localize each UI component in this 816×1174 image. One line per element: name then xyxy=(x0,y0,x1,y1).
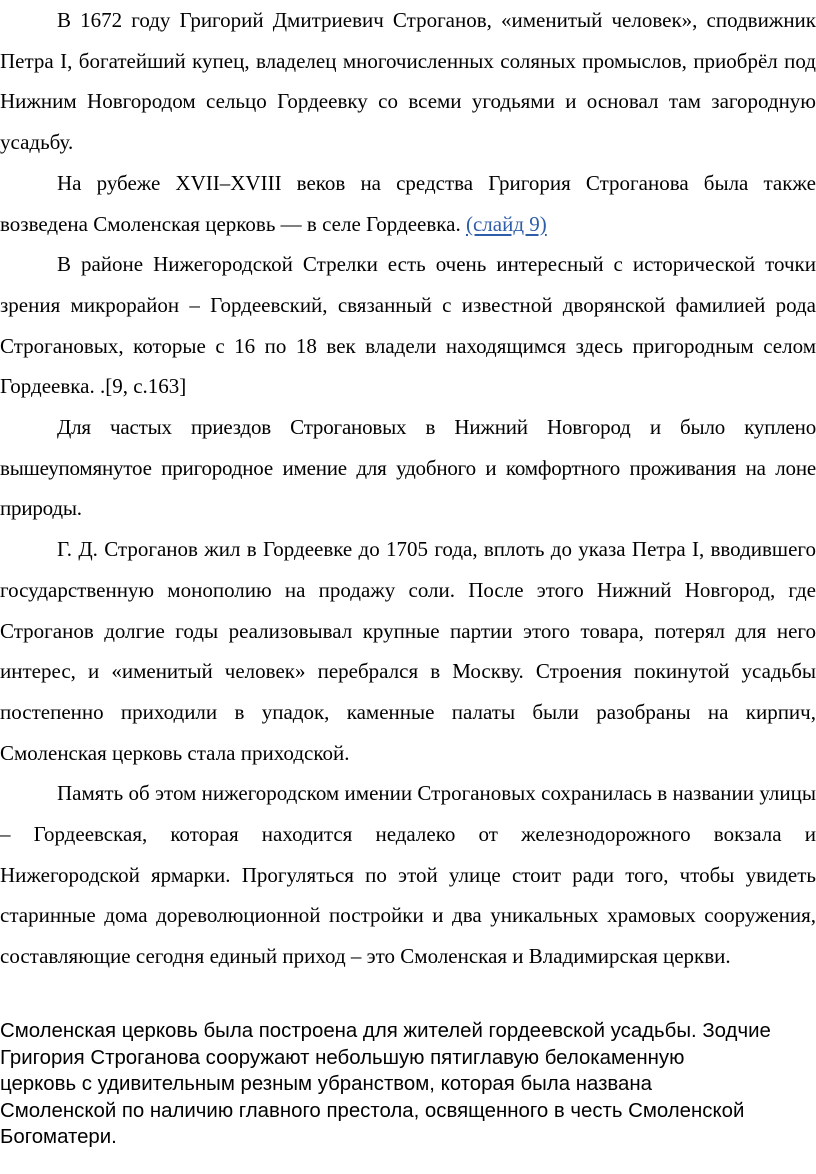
paragraph-4: Для частых приездов Строгановых в Нижний Новгород и было куплено вышеупомянутое пригородное имение для удобного и комфортного проживания на лоне природы. xyxy=(0,415,816,521)
footer-line-3: церковь с удивительным резным убранством, которая была названа xyxy=(0,1073,652,1096)
slide-link[interactable]: (слайд 9) xyxy=(465,211,547,236)
footer-line-5: Богоматери. xyxy=(0,1126,117,1149)
paragraph-1: В 1672 году Григорий Дмитриевич Строганов, «именитый человек», сподвижник Петра I, богатейший купец, владелец многочисленных соляных промыслов, приобрёл под Нижним Новгородом сельцо Гордеевку со всеми угодьями и основал там загородную усадьбу. xyxy=(0,8,816,155)
paragraph-6: Память об этом нижегородском имении Строгановых сохранилась в названии улицы – Гордеевская, которая находится недалеко от железнодорожного вокзала и Нижегородской ярмарки. Прогуляться по этой улице стоит ради того, чтобы увидеть старинные дома дореволюционной постройки и два уникальных храмовых сооружения, составляющие сегодня единый приход – это Смоленская и Владимирская церкви. xyxy=(0,781,816,969)
paragraph-2-text: На рубеже XVII–XVIII веков на средства Григория Строганова была также возведена Смоленская церковь — в селе Гордеевка. xyxy=(0,170,816,236)
footer-line-4: Смоленской по наличию главного престола, освященного в честь Смоленской xyxy=(0,1099,745,1122)
footer-paragraph xyxy=(0,1018,816,1151)
paragraph-2 xyxy=(0,163,816,244)
footer-line-2: Григория Строганова сооружают небольшую пятиглавую белокаменную xyxy=(0,1046,685,1069)
footer-line-1: Смоленская церковь была построена для жителей гордеевской усадьбы. Зодчие xyxy=(0,1020,771,1042)
paragraph-5: Г. Д. Строганов жил в Гордеевке до 1705 года, вплоть до указа Петра I, вводившего государственную монополию на продажу соли. После этого Нижний Новгород, где Строганов долгие годы реализовывал крупные партии этого товара, потерял для него интерес, и «именитый человек» перебрался в Москву. Строения покинутой усадьбы постепенно приходили в упадок, каменные палаты были разобраны на кирпич, Смоленская церковь стала приходской. xyxy=(0,537,816,765)
paragraph-3: В районе Нижегородской Стрелки есть очень интересный с исторической точки зрения микрорайон – Гордеевский, связанный с известной дворянской фамилией рода Строгановых, которые с 16 по 18 век владели находящимся здесь пригородным селом Гордеевка. .[9, с.163] xyxy=(0,252,816,399)
